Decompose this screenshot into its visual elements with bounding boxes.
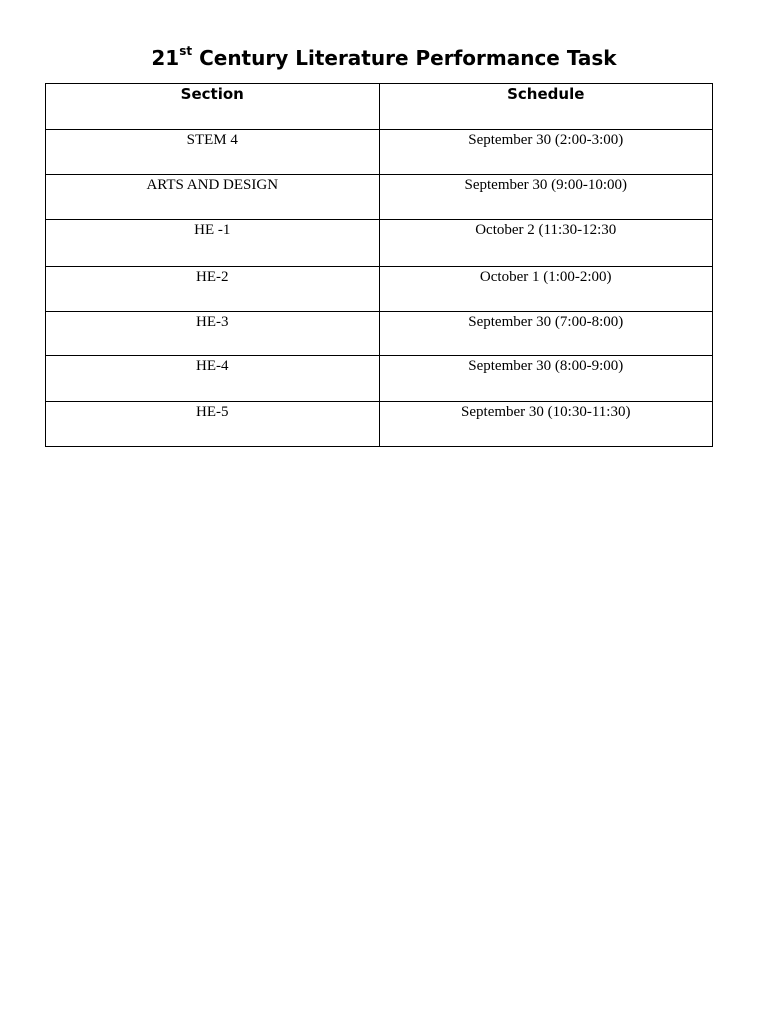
cell-section: HE-4: [46, 356, 380, 402]
title-number: 21: [151, 46, 180, 70]
table-row: [46, 267, 713, 312]
cell-section: ARTS AND DESIGN: [46, 175, 380, 220]
cell-schedule: September 30 (2:00-3:00): [379, 130, 713, 175]
cell-schedule: September 30 (7:00-8:00): [379, 312, 713, 356]
table-row: [46, 356, 713, 402]
cell-schedule: October 2 (11:30-12:30: [379, 220, 713, 267]
cell-section: HE-3: [46, 312, 380, 356]
cell-section: STEM 4: [46, 130, 380, 175]
title-text: Century Literature Performance Task: [192, 46, 617, 70]
cell-section: HE -1: [46, 220, 380, 267]
cell-section: HE-2: [46, 267, 380, 312]
table-header-row: [46, 84, 713, 130]
table-row: [46, 130, 713, 175]
table-row: [46, 175, 713, 220]
cell-schedule: September 30 (8:00-9:00): [379, 356, 713, 402]
cell-schedule: September 30 (10:30-11:30): [379, 402, 713, 447]
table-row: [46, 402, 713, 447]
cell-schedule: September 30 (9:00-10:00): [379, 175, 713, 220]
page-title: [0, 44, 768, 72]
cell-schedule: October 1 (1:00-2:00): [379, 267, 713, 312]
header-schedule: Schedule: [379, 84, 713, 130]
title-superscript: st: [179, 44, 193, 59]
header-section: Section: [46, 84, 380, 130]
schedule-table: [45, 83, 713, 447]
table-row: [46, 312, 713, 356]
cell-section: HE-5: [46, 402, 380, 447]
table-row: [46, 220, 713, 267]
